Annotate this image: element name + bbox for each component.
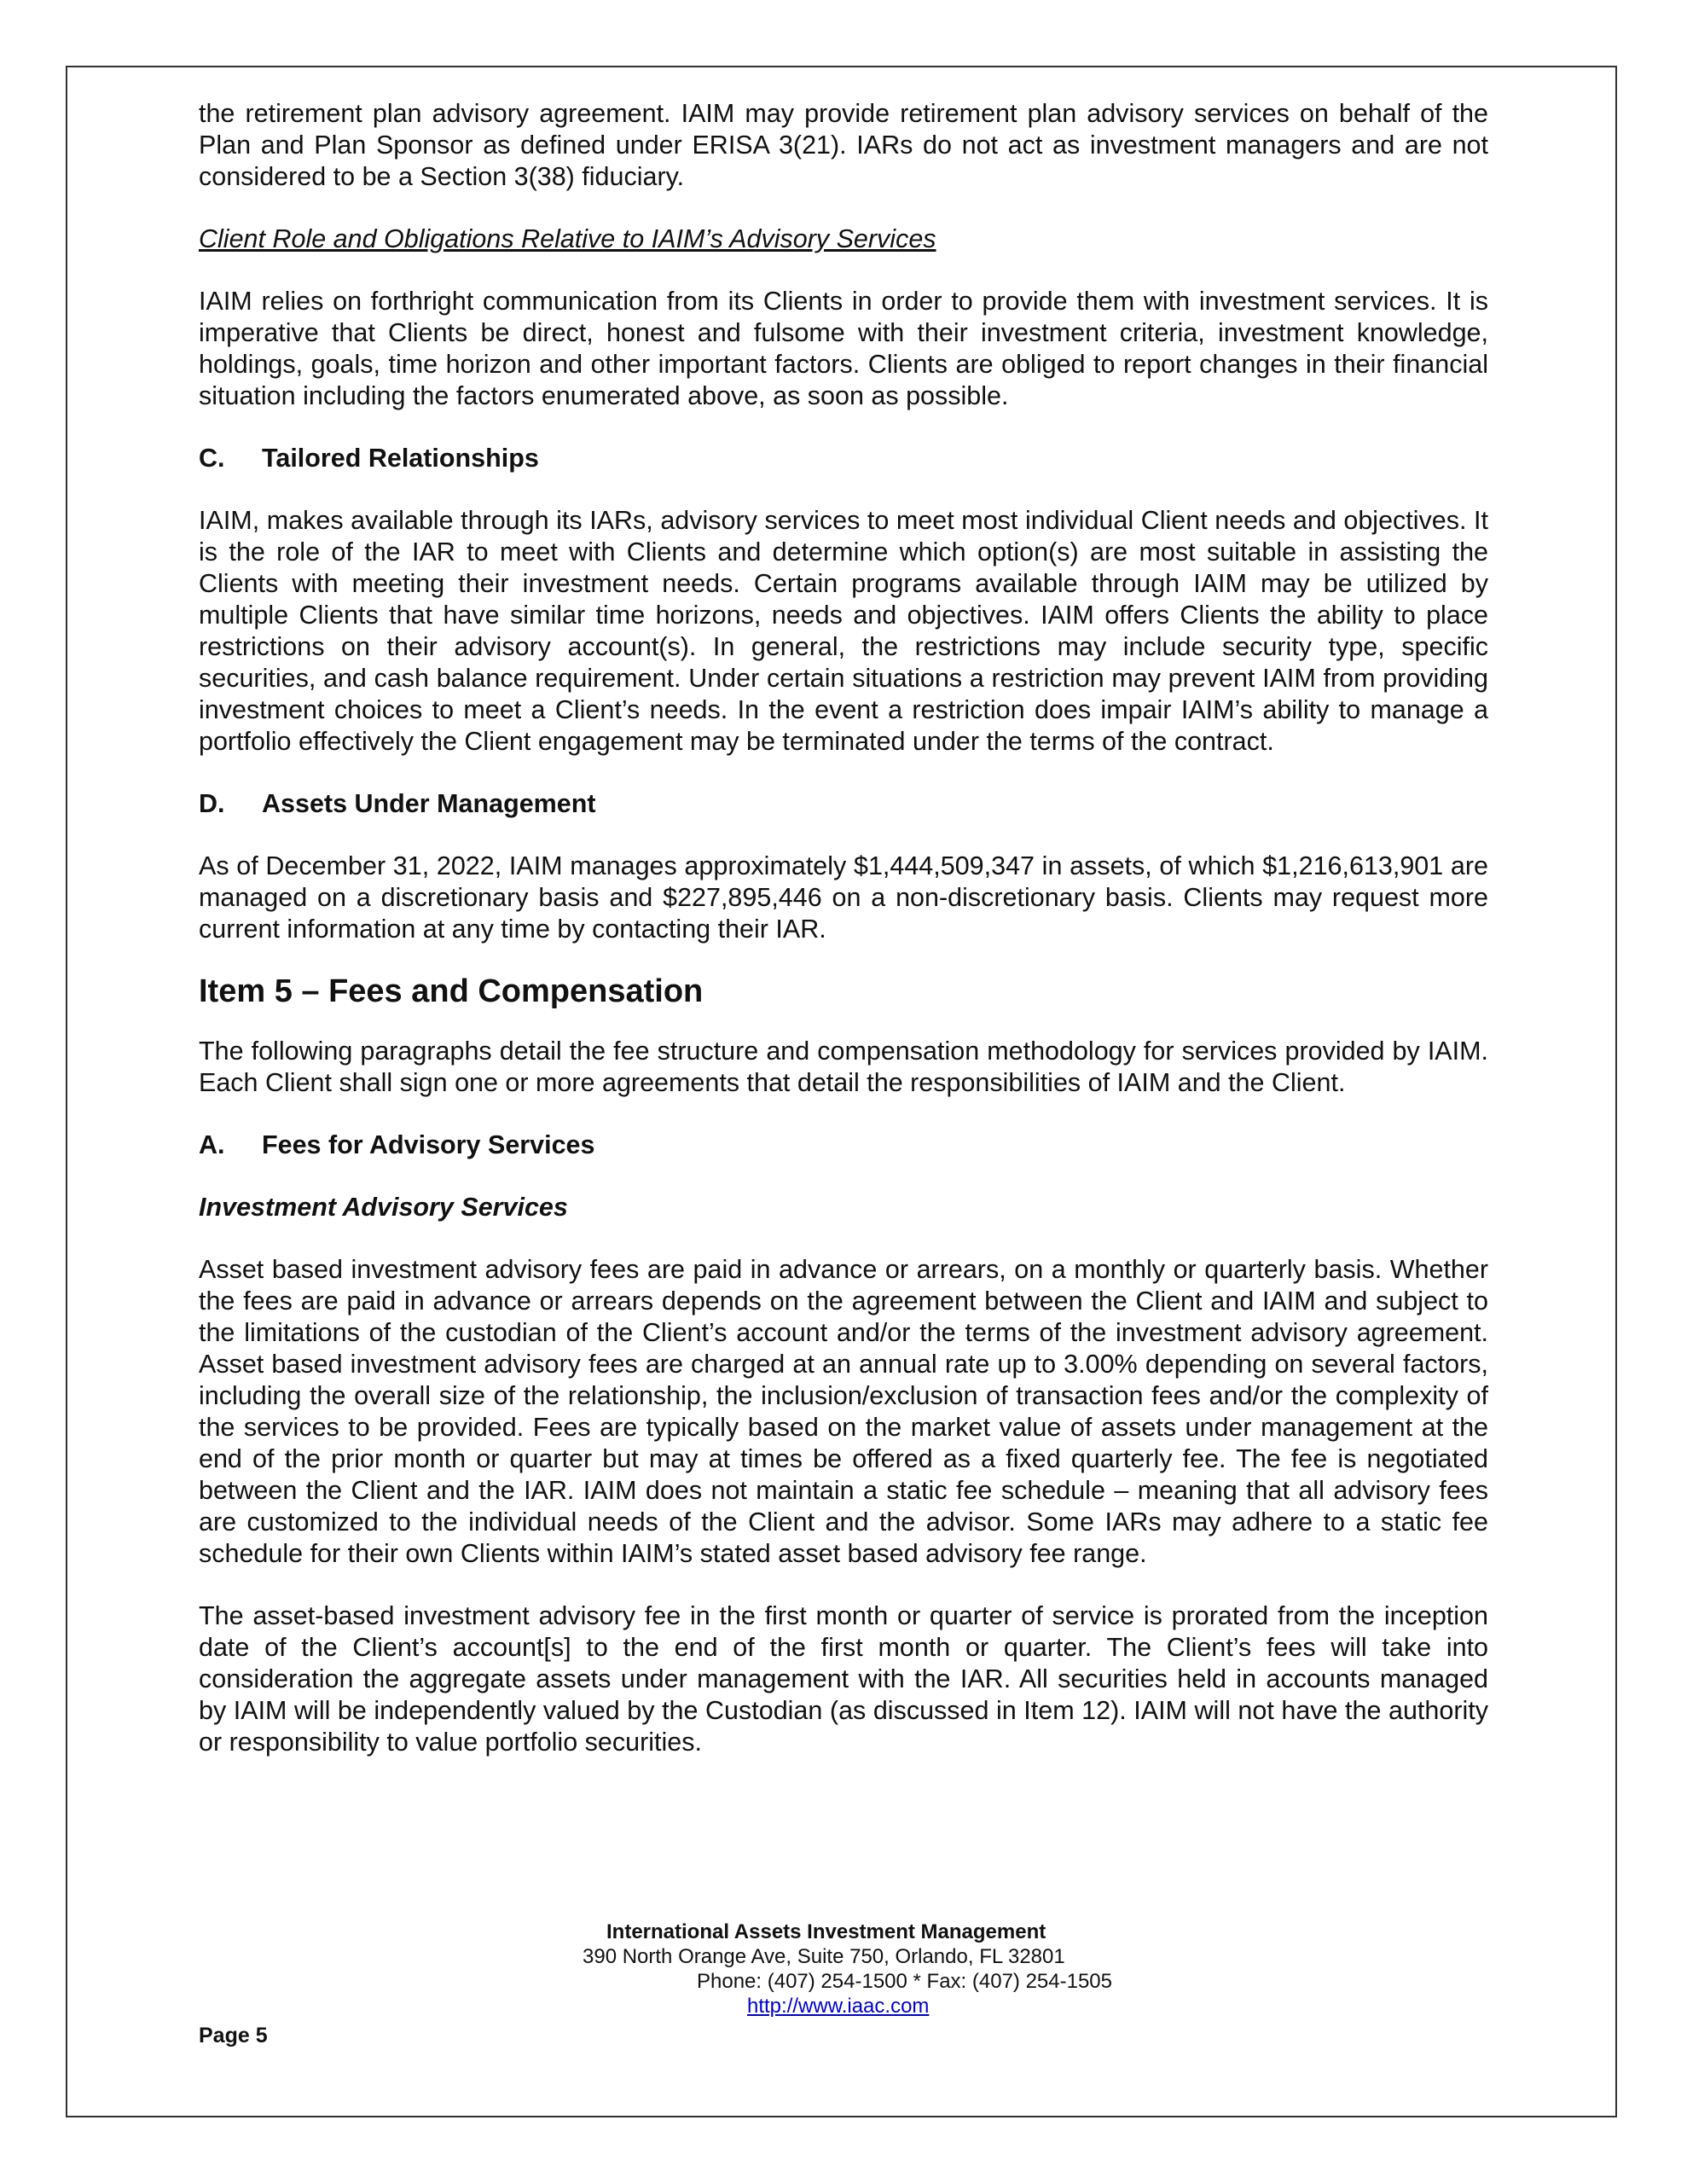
section-c-title: Tailored Relationships — [262, 444, 539, 473]
footer-phone: Phone: (407) 254-1500 * Fax: (407) 254-1505 — [697, 1970, 1112, 1993]
section-c-paragraph: IAIM, makes available through its IARs, advisory services to meet most individual Client needs and objectives. It is the role of the IAR to meet with Clients and determine which option(s) are most suitable in assisting the Clients with meeting their investment needs. Certain programs available through IAIM may be utilized by multiple Clients that have similar time horizons, needs and objectives. IAIM offers Clients the ability to place restrictions on their advisory account(s). In general, the restrictions may include security type, specific securities, and cash balance requirement. Under certain situations a restriction may prevent IAIM from providing investment choices to meet a Client’s needs. In the event a restriction does impair IAIM’s ability to manage a portfolio effectively the Client engagement may be terminated under the terms of the contract. — [199, 506, 1488, 756]
section-d-title: Assets Under Management — [262, 789, 596, 818]
section-c-letter: C. — [199, 444, 225, 473]
section-a-paragraph-1: Asset based investment advisory fees are paid in advance or arrears, on a monthly or quarterly basis. Whether the fees are paid in advance or arrears depends on the agreement between the Client and IAIM and subject to the limitations of the custodian of the Client’s account and/or the terms of the investment advisory agreement. Asset based investment advisory fees are charged at an annual rate up to 3.00% depending on several factors, including the overall size of the relationship, the inclusion/exclusion of transaction fees and/or the complexity of the services to be provided. Fees are typically based on the market value of assets under management at the end of the prior month or quarter but may at times be offered as a fixed quarterly fee. The fee is negotiated between the Client and the IAR. IAIM does not maintain a static fee schedule – meaning that all advisory fees are customized to the individual needs of the Client and the advisor. Some IARs may adhere to a static fee schedule for their own Clients within IAIM’s stated asset based advisory fee range. — [199, 1255, 1488, 1568]
section-a-title: Fees for Advisory Services — [262, 1130, 595, 1159]
footer-address: 390 North Orange Ave, Suite 750, Orlando, FL 32801 — [583, 1945, 1065, 1968]
item5-paragraph: The following paragraphs detail the fee structure and compensation methodology for services provided by IAIM. Each Client shall sign one or more agreements that detail the responsibilities of IAIM and the Client. — [199, 1037, 1488, 1097]
section-d-letter: D. — [199, 789, 225, 818]
section-a-paragraph-2: The asset-based investment advisory fee in the first month or quarter of service is prorated from the inception date of the Client’s account[s] to the end of the first month or quarter. The Client’s fees will take into consideration the aggregate assets under management with the IAR. All securities held in accounts managed by IAIM will be independently valued by the Custodian (as discussed in Item 12). IAIM will not have the authority or responsibility to value portfolio securities. — [199, 1601, 1488, 1757]
client-role-heading: Client Role and Obligations Relative to IAIM’s Advisory Services — [199, 224, 936, 253]
intro-paragraph: the retirement plan advisory agreement. IAIM may provide retirement plan advisory services on behalf of the Plan and Plan Sponsor as defined under ERISA 3(21). IARs do not act as investment managers and are not considered to be a Section 3(38) fiduciary. — [199, 99, 1488, 191]
section-c-heading — [199, 443, 1488, 474]
section-d-heading — [199, 788, 1488, 820]
footer-company: International Assets Investment Management — [606, 1920, 1046, 1943]
document-body — [199, 98, 1488, 1758]
footer-url-link[interactable]: http://www.iaac.com — [747, 1995, 930, 2018]
page-number: Page 5 — [199, 2024, 268, 2048]
item5-heading: Item 5 – Fees and Compensation — [199, 973, 704, 1009]
section-a-heading — [199, 1130, 1488, 1161]
section-a-letter: A. — [199, 1130, 225, 1159]
client-role-paragraph: IAIM relies on forthright communication from its Clients in order to provide them with investment services. It is imperative that Clients be direct, honest and fulsome with their investment criteria, investment knowledge, holdings, goals, time horizon and other important factors. Clients are obliged to report changes in their financial situation including the factors enumerated above, as soon as possible. — [199, 287, 1488, 410]
section-d-paragraph: As of December 31, 2022, IAIM manages approximately $1,444,509,347 in assets, of which $1,216,613,901 are managed on a discretionary basis and $227,895,446 on a non-discretionary basis. Clients may request more current information at any time by contacting their IAR. — [199, 851, 1488, 944]
investment-advisory-subheading: Investment Advisory Services — [199, 1193, 568, 1222]
